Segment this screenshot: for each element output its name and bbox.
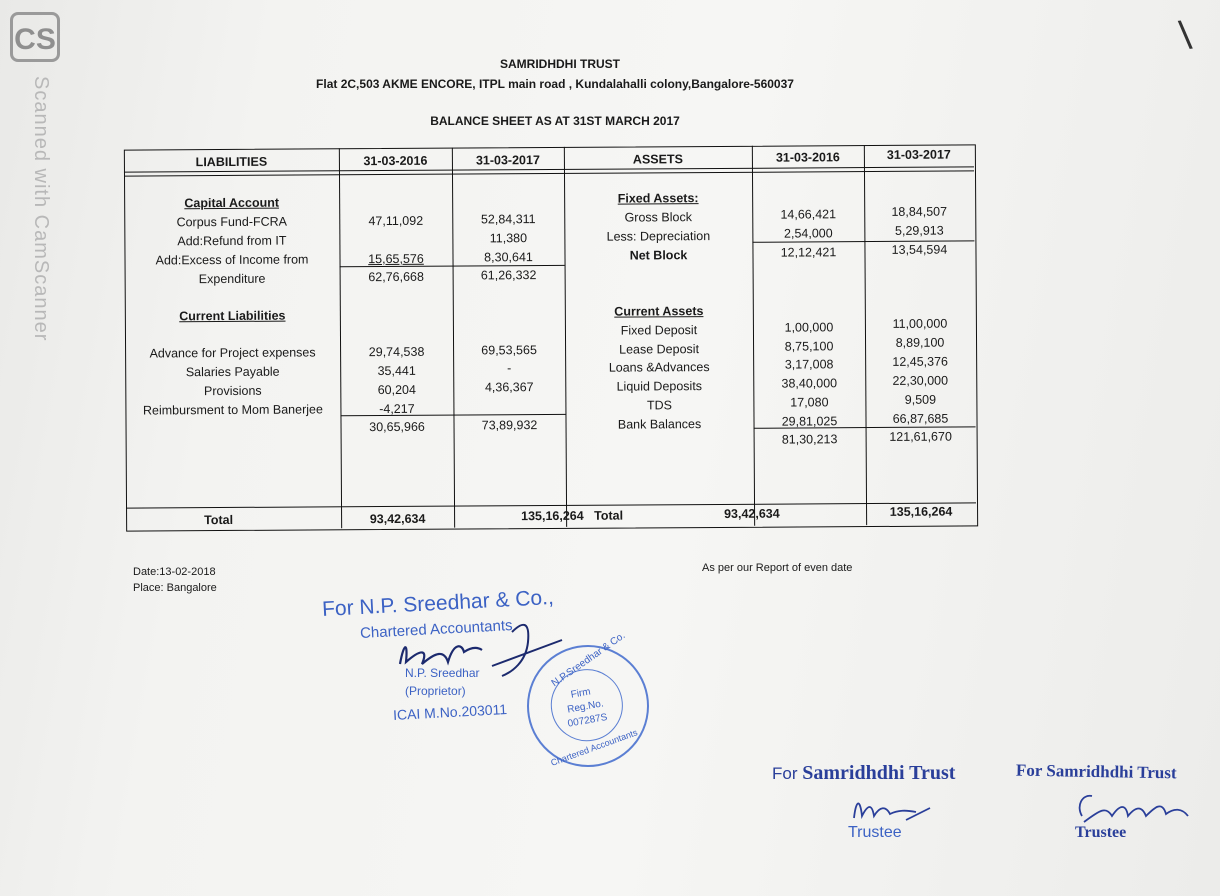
trust-sign-prefix: For xyxy=(772,764,798,783)
advance-2016: 29,74,538 xyxy=(368,344,425,360)
tds-label: TDS xyxy=(646,398,672,413)
provisions-label: Provisions xyxy=(203,383,262,399)
auditor-designation: Chartered Accountants xyxy=(359,617,513,642)
corner-pen-mark: \ xyxy=(1176,13,1195,59)
camscanner-watermark-text: Scanned with CamScanner xyxy=(30,76,52,342)
advance-label: Advance for Project expenses xyxy=(149,345,316,361)
trust-name-left: Samridhdhi Trust xyxy=(802,762,956,784)
total-liab-2017: 135,16,264 xyxy=(521,508,584,524)
loans-advances-2016: 3,17,008 xyxy=(784,357,834,372)
fixed-deposit-label: Fixed Deposit xyxy=(620,323,698,338)
seal-top-text: N.P.Sreedhar & Co. xyxy=(549,630,628,690)
liab-date-2016-header: 31-03-2016 xyxy=(363,153,428,169)
report-note: As per our Report of even date xyxy=(702,562,853,574)
capital-total-2016: 62,76,668 xyxy=(368,269,424,285)
document-title: BALANCE SHEET AS AT 31ST MARCH 2017 xyxy=(430,114,680,128)
liab-date-2017-header: 31-03-2017 xyxy=(475,153,540,168)
net-block-label: Net Block xyxy=(629,248,688,263)
depreciation-2017: 5,29,913 xyxy=(894,223,944,238)
tds-2017: 9,509 xyxy=(904,392,937,407)
excess-income-label: Add:Excess of Income from xyxy=(155,252,309,268)
current-liab-total-2016: 30,65,966 xyxy=(369,419,425,435)
lease-deposit-label: Lease Deposit xyxy=(619,342,700,357)
salaries-2016: 35,441 xyxy=(377,363,416,379)
total-liab-2016: 93,42,634 xyxy=(369,511,426,527)
excess-income-label-cont: Expenditure xyxy=(198,271,266,287)
camscanner-logo: CS xyxy=(10,12,60,62)
liquid-deposits-label: Liquid Deposits xyxy=(616,379,703,394)
bank-balances-2016: 29,81,025 xyxy=(781,414,838,429)
auditor-role: (Proprietor) xyxy=(405,684,466,698)
capital-total-2017: 61,26,332 xyxy=(480,268,537,283)
provisions-2017: 4,36,367 xyxy=(484,380,534,395)
reimbursement-label: Reimbursment to Mom Banerjee xyxy=(142,402,323,418)
gross-block-2016: 14,66,421 xyxy=(780,207,837,222)
tds-2016: 17,080 xyxy=(790,395,829,410)
capital-account-heading: Capital Account xyxy=(184,195,280,211)
refund-label: Add:Refund from IT xyxy=(177,233,287,249)
current-liabilities-heading: Current Liabilities xyxy=(179,308,286,324)
auditor-membership: ICAI M.No.203011 xyxy=(392,701,508,723)
salaries-label: Salaries Payable xyxy=(185,364,280,380)
gross-block-2017: 18,84,507 xyxy=(891,204,948,219)
current-assets-total-2016: 81,30,213 xyxy=(781,432,838,447)
current-assets-heading: Current Assets xyxy=(614,304,704,319)
refund-2017: 11,380 xyxy=(489,231,528,246)
liquid-deposits-2017: 22,30,000 xyxy=(892,373,949,388)
advance-2017: 69,53,565 xyxy=(481,343,537,358)
corpus-2017: 52,84,311 xyxy=(480,212,536,227)
total-label-right: Total xyxy=(594,508,624,523)
balance-sheet-table xyxy=(124,144,978,531)
current-assets-total-2017: 121,61,670 xyxy=(889,429,952,444)
gross-block-label: Gross Block xyxy=(624,210,692,225)
asset-date-2016-header: 31-03-2016 xyxy=(775,150,840,165)
lease-deposit-2017: 8,89,100 xyxy=(895,335,945,350)
seal-bottom-text: Chartered Accountants xyxy=(549,727,639,768)
org-address: Flat 2C,503 AKME ENCORE, ITPL main road , Kundalahalli colony,Bangalore-560037 xyxy=(316,77,794,91)
seal-center-line2: Reg.No. xyxy=(566,698,605,716)
liquid-deposits-2016: 38,40,000 xyxy=(781,376,838,391)
fixed-deposit-2016: 1,00,000 xyxy=(784,320,834,335)
trustee-label-left: Trustee xyxy=(848,824,902,841)
current-liab-total-2017: 73,89,932 xyxy=(481,418,538,433)
trust-sign-heading-right: For Samridhdhi Trust xyxy=(1015,760,1177,783)
assets-header: ASSETS xyxy=(632,152,683,167)
excess-2016: 15,65,576 xyxy=(368,251,424,267)
net-block-2017: 13,54,594 xyxy=(891,242,948,257)
total-assets-2016: 93,42,634 xyxy=(724,506,780,521)
excess-2017: 8,30,641 xyxy=(484,250,533,265)
org-name: SAMRIDHDHI TRUST xyxy=(500,57,620,71)
bank-balances-2017: 66,87,685 xyxy=(892,411,949,426)
salaries-2017: - xyxy=(507,361,512,376)
reimbursement-2016: -4,217 xyxy=(379,401,415,417)
liabilities-header: LIABILITIES xyxy=(195,154,268,170)
bank-balances-label: Bank Balances xyxy=(617,417,702,432)
provisions-2016: 60,204 xyxy=(377,382,416,398)
seal-center-line3: 007287S xyxy=(566,711,609,730)
total-assets-2017: 135,16,264 xyxy=(889,504,953,519)
auditor-firm: For N.P. Sreedhar & Co., xyxy=(321,585,555,622)
corpus-2016: 47,11,092 xyxy=(368,213,424,229)
auditor-name: N.P. Sreedhar xyxy=(405,666,480,680)
depreciation-2016: 2,54,000 xyxy=(783,226,833,241)
depreciation-label: Less: Depreciation xyxy=(606,229,711,244)
loans-advances-label: Loans &Advances xyxy=(608,360,710,375)
fixed-assets-heading: Fixed Assets: xyxy=(617,191,699,206)
trust-sign-heading-left xyxy=(772,762,955,785)
corpus-fund-label: Corpus Fund-FCRA xyxy=(176,214,288,230)
asset-date-2017-header: 31-03-2017 xyxy=(886,147,951,162)
loans-advances-2017: 12,45,376 xyxy=(892,354,948,369)
fixed-deposit-2017: 11,00,000 xyxy=(892,316,948,331)
total-label-left: Total xyxy=(204,512,234,528)
report-place: Place: Bangalore xyxy=(133,582,217,594)
lease-deposit-2016: 8,75,100 xyxy=(784,339,834,354)
report-date: Date:13-02-2018 xyxy=(133,566,216,578)
seal-center-line1: Firm xyxy=(569,686,592,701)
trustee-label-right: Trustee xyxy=(1075,824,1127,841)
net-block-2016: 12,12,421 xyxy=(780,245,837,260)
